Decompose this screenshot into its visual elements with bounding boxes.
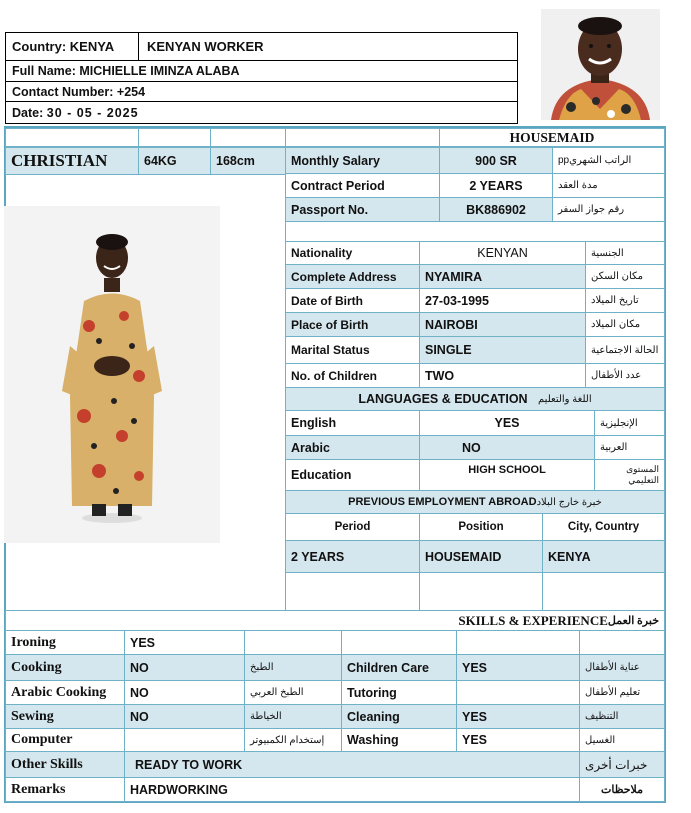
english-label-cell [285,410,420,436]
emp-position: HOUSEMAID [425,549,502,564]
contract-label-cell [285,173,440,198]
ironing-label: Ironing [11,634,56,650]
remarks-label-text: Remarks [11,781,66,797]
skill-washing-value [456,728,580,752]
pob-label: Place of Birth [291,317,369,332]
passport-label: Passport No. [291,202,369,217]
skill-sewing-label [5,704,125,729]
washing-arabic: الغسيل [585,734,616,746]
cooking-arabic: الطبخ [250,662,274,673]
nationality-value: KENYAN [477,246,528,260]
education-label: Education [291,468,352,482]
other-skills-arabic [579,751,665,778]
cleaning-arabic: التنظيف [585,711,619,722]
english-arabic: الإنجليزية [600,417,638,429]
contract-arabic: مدة العقد [558,180,598,191]
skill-washing-label [341,728,457,752]
remarks-value-text: HARDWORKING [130,782,228,797]
skill-tutoring-label [341,680,457,705]
skill-arabic-cooking-value [124,680,245,705]
nationality-arabic-cell [585,241,665,265]
full-name-field [5,60,518,82]
arabic-arabic: العربية [600,442,628,453]
skill-childcare-label [341,654,457,681]
salary-value-cell [439,147,553,174]
emp-period: 2 YEARS [291,549,345,564]
english-arabic-cell [594,410,665,436]
contract-value: 2 YEARS [469,178,523,193]
arabic-cooking-value: NO [130,685,149,700]
languages-title-text: LANGUAGES & EDUCATION [358,392,528,406]
address-value-cell [419,264,586,289]
salary-value: 900 SR [475,153,517,168]
blank-cell [138,128,211,147]
arabic-cooking-arabic: الطبخ العربي [250,687,304,698]
blank-cell [244,630,342,655]
remarks-value [124,777,580,802]
washing-value: YES [462,733,488,747]
employment-title-arabic: خبرة خارج البلاد [536,496,602,508]
children-value-cell [419,363,586,388]
full-body-photo [4,206,220,543]
skill-computer-label [5,728,125,752]
arabic-cooking-label: Arabic Cooking [11,684,107,700]
height-value: 168cm [216,154,255,168]
arabic-arabic-cell [594,435,665,460]
blank-cell [285,128,440,147]
blank-cell [285,221,665,242]
education-arabic-cell [594,459,665,491]
children-arabic-cell [585,363,665,388]
washing-label: Washing [347,733,399,747]
dob-value: 27-03-1995 [425,293,489,308]
marital-value: SINGLE [425,343,472,357]
cooking-value: NO [130,660,149,675]
skill-tutoring-value [456,680,580,705]
other-skills-arabic-text: خبرات أخرى [585,757,648,772]
period-header-text: Period [334,521,371,533]
skill-cooking-label [5,654,125,681]
address-arabic-cell [585,264,665,289]
city-header-text: City, Country [567,521,640,533]
childcare-arabic: عناية الأطفال [585,662,640,673]
passport-label-cell [285,197,440,222]
worker-type-text: KENYAN WORKER [147,39,264,54]
children-label-cell [285,363,420,388]
salary-arabic: الراتب الشهريpp [558,155,632,166]
contact-label: Contact Number: [12,84,114,99]
employment-title [285,490,665,514]
skill-cleaning-label [341,704,457,729]
pob-value: NAIROBI [425,317,478,332]
height-cell [210,147,286,175]
nationality-arabic: الجنسية [591,247,624,259]
skill-cooking-arabic [244,654,342,681]
children-arabic: عدد الأطفال [591,370,642,381]
skills-title [5,610,665,631]
emp-period-cell [285,540,420,573]
skills-title-arabic: خبرة العمل [607,615,659,627]
country-value: KENYA [69,39,115,54]
skill-sewing-arabic [244,704,342,729]
arabic-label-cell [285,435,420,460]
worker-type [138,32,518,61]
dob-label-cell [285,288,420,313]
tutoring-arabic: تعليم الأطفال [585,687,641,698]
salary-label-cell [285,147,440,174]
contract-value-cell [439,173,553,198]
date-value: 30 - 05 - 2025 [46,105,139,120]
skill-washing-arabic [579,728,665,752]
arabic-value: NO [462,440,481,455]
skills-title-text: SKILLS & EXPERIENCE [458,612,608,628]
marital-value-cell [419,336,586,364]
marital-label: Marital Status [291,343,370,357]
skill-arabic-cooking-label [5,680,125,705]
nationality-label-cell [285,241,420,265]
education-value: HIGH SCHOOL [468,464,546,476]
arabic-value-cell [419,435,595,460]
sewing-label: Sewing [11,708,54,724]
contact-field [5,81,518,102]
other-skills-label [5,751,125,778]
contact-value: +254 [116,84,146,99]
position-text: HOUSEMAID [509,129,595,145]
children-label: No. of Children [291,368,377,383]
remarks-label [5,777,125,802]
skill-computer-arabic [244,728,342,752]
pob-arabic: مكان الميلاد [591,319,641,330]
cleaning-value: YES [462,709,488,724]
skill-tutoring-arabic [579,680,665,705]
country-field [5,32,139,61]
languages-title [285,387,665,411]
position-header [419,513,543,541]
passport-arabic-cell [552,197,665,222]
pob-label-cell [285,312,420,337]
sewing-value: NO [130,709,149,724]
skill-arabic-cooking-arabic [244,680,342,705]
nationality-value-cell [419,241,586,265]
weight-cell [138,147,211,175]
dob-arabic-cell [585,288,665,313]
other-skills-label-text: Other Skills [11,756,83,772]
marital-label-cell [285,336,420,364]
other-skills-value-text: READY TO WORK [135,757,243,772]
contract-arabic-cell [552,173,665,198]
computer-arabic: إستخدام الكمبيوتر [250,734,325,746]
salary-arabic-cell [552,147,665,174]
weight-value: 64KG [144,154,177,168]
date-label: Date: [12,105,44,120]
full-name-value: MICHIELLE IMINZA ALABA [79,64,240,78]
tutoring-label: Tutoring [347,685,397,700]
childcare-value: YES [462,660,488,675]
religion-cell [5,147,139,175]
blank-cell [285,572,420,611]
position-header-text: Position [458,521,504,533]
cleaning-label: Cleaning [347,709,400,724]
english-label: English [291,416,337,430]
dob-value-cell [419,288,586,313]
other-skills-value [124,751,580,778]
dob-label: Date of Birth [291,293,363,308]
contract-label: Contract Period [291,178,385,193]
skill-childcare-arabic [579,654,665,681]
blank-cell [341,630,457,655]
education-label-cell [285,459,420,491]
remarks-arabic [579,777,665,802]
address-value: NYAMIRA [425,269,483,284]
children-value: TWO [425,368,455,383]
marital-arabic-cell [585,336,665,364]
blank-cell [579,630,665,655]
marital-arabic: الحالة الاجتماعية [591,344,659,356]
skill-cleaning-arabic [579,704,665,729]
address-label-cell [285,264,420,289]
education-value-cell [419,459,595,491]
blank-cell [210,128,286,147]
blank-cell [419,572,543,611]
passport-value-cell [439,197,553,222]
english-value: YES [494,416,520,430]
date-field [5,101,518,124]
salary-label: Monthly Salary [291,153,380,168]
remarks-arabic-text: ملاحظات [601,784,643,796]
skill-computer-value [124,728,245,752]
emp-city-cell [542,540,665,573]
skill-cooking-value [124,654,245,681]
ironing-value: YES [130,635,156,650]
city-header [542,513,665,541]
skill-ironing-label [5,630,125,655]
arabic-label: Arabic [291,440,330,455]
employment-title-text: PREVIOUS EMPLOYMENT ABROAD [348,496,537,508]
pob-arabic-cell [585,312,665,337]
period-header [285,513,420,541]
cooking-label: Cooking [11,659,62,675]
address-label: Complete Address [291,269,397,284]
nationality-label: Nationality [291,246,353,260]
computer-label: Computer [11,732,73,747]
religion-value: CHRISTIAN [11,151,108,170]
portrait-photo [541,9,660,120]
passport-value: BK886902 [466,202,526,217]
blank-cell [456,630,580,655]
passport-arabic: رقم جواز السفر [558,204,625,215]
dob-arabic: تاريخ الميلاد [591,295,639,306]
pob-value-cell [419,312,586,337]
full-name-label: Full Name: [12,64,76,78]
emp-position-cell [419,540,543,573]
address-arabic: مكان السكن [591,271,643,282]
education-arabic: المستوى التعليمي [626,464,659,485]
languages-title-arabic: اللغة والتعليم [538,393,592,405]
skill-cleaning-value [456,704,580,729]
sewing-arabic: الخياطة [250,711,282,722]
skill-childcare-value [456,654,580,681]
country-label: Country: [12,39,67,54]
emp-city: KENYA [548,549,591,564]
position-title [439,128,665,147]
english-value-cell [419,410,595,436]
blank-cell [5,128,139,147]
blank-cell [542,572,665,611]
childcare-label: Children Care [347,660,429,675]
skill-sewing-value [124,704,245,729]
skill-ironing-value [124,630,245,655]
